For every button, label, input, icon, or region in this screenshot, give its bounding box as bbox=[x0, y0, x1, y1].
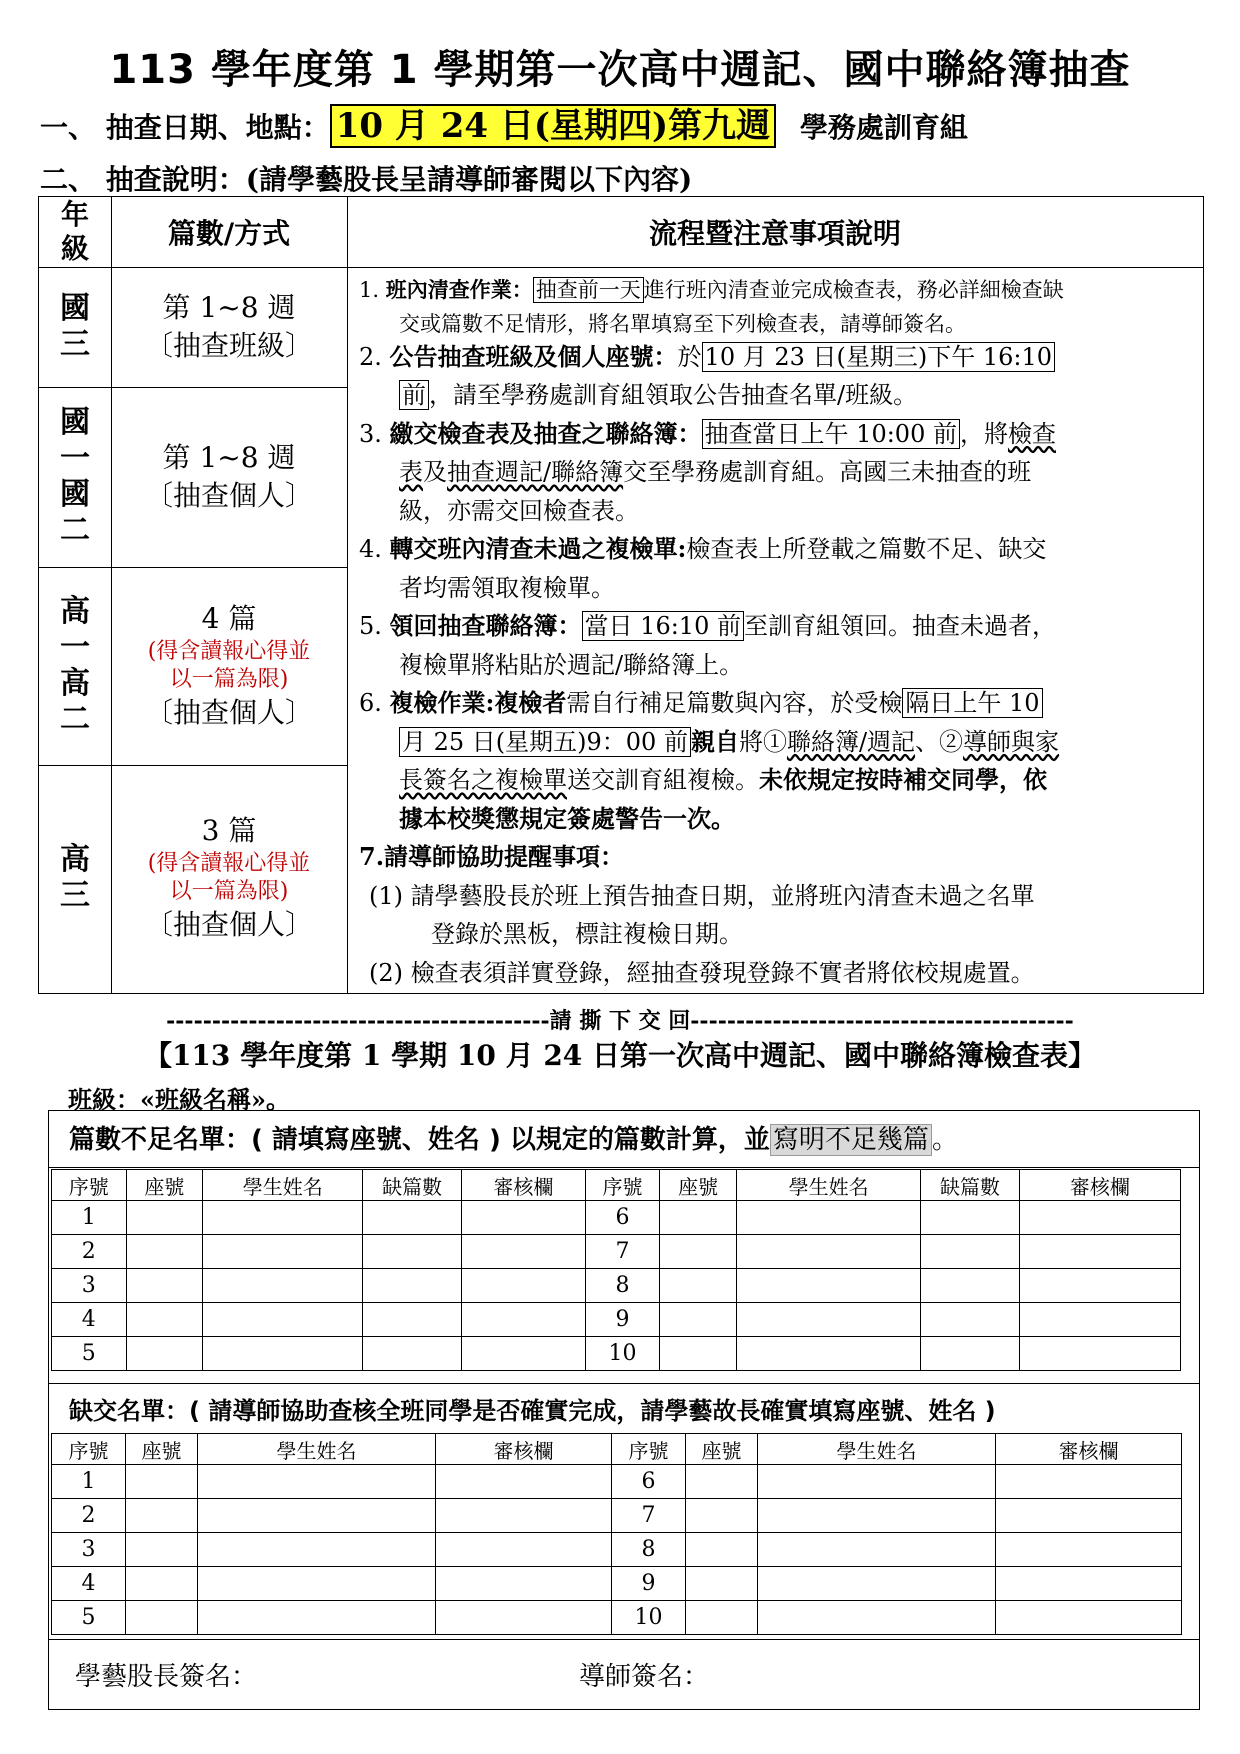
review-input[interactable] bbox=[1019, 1201, 1180, 1235]
review-input[interactable] bbox=[436, 1499, 612, 1533]
teacher-signature-field[interactable]: 導師簽名： bbox=[579, 1662, 710, 1692]
review-input[interactable] bbox=[461, 1201, 585, 1235]
review-input[interactable] bbox=[436, 1465, 612, 1499]
name-input[interactable] bbox=[198, 1601, 436, 1635]
name-input[interactable] bbox=[737, 1303, 921, 1337]
seat-input[interactable] bbox=[126, 1533, 198, 1567]
checklist-form bbox=[48, 1110, 1200, 1710]
review-input[interactable] bbox=[461, 1337, 585, 1371]
count-input[interactable] bbox=[921, 1201, 1020, 1235]
name-input[interactable] bbox=[758, 1533, 996, 1567]
review-input[interactable] bbox=[1019, 1235, 1180, 1269]
form-title: 【113 學年度第 1 學期 10 月 24 日第一次高中週記、國中聯絡簿檢查表】 bbox=[143, 1039, 1097, 1072]
section1-place: 學務處訓育組 bbox=[799, 111, 968, 144]
insufficient-highlight: 寫明不足幾篇 bbox=[770, 1124, 932, 1156]
name-input[interactable] bbox=[198, 1567, 436, 1601]
tear-off-line: ------------------------------------------請 撕 下 交 回------------------------------------------ bbox=[166, 1008, 1074, 1034]
method-junior-1-2: 第 1~8 週 〔抽查個人〕 bbox=[144, 441, 313, 512]
review-input[interactable] bbox=[461, 1303, 585, 1337]
table-row: 3 8 bbox=[52, 1269, 1181, 1303]
table-row: 4 9 bbox=[52, 1303, 1181, 1337]
review-input[interactable] bbox=[996, 1567, 1182, 1601]
name-input[interactable] bbox=[758, 1601, 996, 1635]
method-senior-3: 3 篇 (得含讀報心得並 以一篇為限) 〔抽查個人〕 bbox=[144, 814, 313, 941]
method-junior-3: 第 1~8 週 〔抽查班級〕 bbox=[144, 291, 313, 362]
page-title: 113 學年度第 1 學期第一次高中週記、國中聯絡簿抽查 bbox=[109, 47, 1131, 93]
review-input[interactable] bbox=[996, 1533, 1182, 1567]
section-description: 二、 抽查說明：(請學藝股長呈請導師審閱以下內容) bbox=[40, 163, 693, 196]
review-input[interactable] bbox=[436, 1533, 612, 1567]
grade-senior-3: 高 三 bbox=[60, 842, 90, 913]
review-input[interactable] bbox=[996, 1499, 1182, 1533]
date-highlight: 10 月 24 日(星期四)第九週 bbox=[330, 104, 776, 148]
name-input[interactable] bbox=[758, 1567, 996, 1601]
student-signature-field[interactable]: 學藝股長簽名： bbox=[75, 1662, 258, 1692]
count-input[interactable] bbox=[921, 1337, 1020, 1371]
seat-input[interactable] bbox=[126, 1567, 198, 1601]
seat-input[interactable] bbox=[660, 1337, 737, 1371]
name-input[interactable] bbox=[737, 1337, 921, 1371]
count-input[interactable] bbox=[363, 1235, 462, 1269]
seat-input[interactable] bbox=[686, 1465, 758, 1499]
header-method: 篇數/方式 bbox=[167, 217, 291, 250]
count-input[interactable] bbox=[363, 1269, 462, 1303]
count-input[interactable] bbox=[363, 1337, 462, 1371]
name-input[interactable] bbox=[758, 1499, 996, 1533]
grade-senior-1-2: 高 一 高 二 bbox=[60, 594, 90, 737]
name-input[interactable] bbox=[737, 1269, 921, 1303]
seat-input[interactable] bbox=[126, 1337, 203, 1371]
name-input[interactable] bbox=[203, 1337, 363, 1371]
process-notes: 1. 班內清查作業： 抽查前一天 進行班內清查並完成檢查表，務必詳細檢查缺 交或篇數不足情形，將名單填寫至下列檢查表，請導師簽名。 2. 公告抽查班級及個人座號：於 10 月 23 日(星期三)下午 16:10 前 ，請至學務處訓育組領取公告抽查名單/班級。 3. 繳交檢查表及抽查之聯絡簿： 抽查當日上午 10:00 前 ，將檢查 表及抽查週記/聯絡簿交至學務處訓育組。高國三未抽查的班 級，亦需交回檢查表。 4. 轉交班內清查未過之複檢單:檢查表上所登載之篇數不足、缺交 者均需領取複檢單。 5. 領回抽查聯絡簿： 當日 16:10 前 至訓育組領回。抽查未過者， 複檢單將粘貼於週記/聯絡簿上。 6. 複檢作業:複檢者需自行補足篇數與內容，於受檢 隔日上午 10 月 25 日(星期五)9：00 前 親自將①聯絡簿/週記、②導師與家 長簽名之複檢單送交訓育組複檢。未依規定按時補交同學，依 據本校獎懲規定簽處警告一次。 7.請導師協助提醒事項： (1) 請學藝股長於班上預告抽查日期，並將班內清查未過之名單 登錄於黑板，標註複檢日期。 (2) 檢查表須詳實登錄，經抽查發現登錄不實者將依校規處置。 bbox=[359, 277, 1064, 987]
table-row: 1 6 bbox=[52, 1201, 1181, 1235]
section-date-place bbox=[40, 98, 968, 147]
count-input[interactable] bbox=[363, 1201, 462, 1235]
review-input[interactable] bbox=[996, 1465, 1182, 1499]
seat-input[interactable] bbox=[686, 1533, 758, 1567]
review-input[interactable] bbox=[436, 1567, 612, 1601]
insufficient-table bbox=[51, 1169, 1181, 1371]
table-row: 1 6 bbox=[52, 1465, 1182, 1499]
seat-input[interactable] bbox=[660, 1269, 737, 1303]
review-input[interactable] bbox=[1019, 1269, 1180, 1303]
name-input[interactable] bbox=[758, 1465, 996, 1499]
insufficient-header-row: 序號 座號 學生姓名 缺篇數 審核欄 序號 座號 學生姓名 缺篇數 審核欄 bbox=[52, 1170, 1181, 1201]
review-input[interactable] bbox=[1019, 1303, 1180, 1337]
grade-junior-3: 國 三 bbox=[60, 291, 90, 362]
name-input[interactable] bbox=[198, 1499, 436, 1533]
missing-table bbox=[51, 1433, 1182, 1635]
seat-input[interactable] bbox=[126, 1303, 203, 1337]
header-grade: 年級 bbox=[61, 198, 90, 265]
insufficient-list-heading: 篇數不足名單：( 請填寫座號、姓名 ) 以規定的篇數計算，並 寫明不足幾篇 。 bbox=[69, 1125, 958, 1155]
count-input[interactable] bbox=[921, 1269, 1020, 1303]
header-process: 流程暨注意事項說明 bbox=[648, 217, 901, 250]
seat-input[interactable] bbox=[660, 1201, 737, 1235]
table-row: 5 10 bbox=[52, 1337, 1181, 1371]
missing-header-row: 序號 座號 學生姓名 審核欄 序號 座號 學生姓名 審核欄 bbox=[52, 1434, 1182, 1465]
missing-list-heading: 缺交名單：( 請導師協助查核全班同學是否確實完成，請學藝故長確實填寫座號、姓名 ) bbox=[69, 1397, 996, 1425]
seat-input[interactable] bbox=[686, 1567, 758, 1601]
seat-input[interactable] bbox=[126, 1201, 203, 1235]
name-input[interactable] bbox=[203, 1235, 363, 1269]
seat-input[interactable] bbox=[126, 1235, 203, 1269]
review-input[interactable] bbox=[461, 1235, 585, 1269]
seat-input[interactable] bbox=[686, 1601, 758, 1635]
name-input[interactable] bbox=[203, 1269, 363, 1303]
section1-label: 一、 抽查日期、地點： bbox=[40, 111, 330, 144]
table-row: 5 10 bbox=[52, 1601, 1182, 1635]
name-input[interactable] bbox=[737, 1235, 921, 1269]
table-row: 2 7 bbox=[52, 1235, 1181, 1269]
inspection-table bbox=[38, 196, 1204, 994]
table-row: 3 8 bbox=[52, 1533, 1182, 1567]
review-input[interactable] bbox=[1019, 1337, 1180, 1371]
count-input[interactable] bbox=[921, 1303, 1020, 1337]
grade-junior-1-2: 國 一 國 二 bbox=[60, 405, 90, 548]
seat-input[interactable] bbox=[126, 1269, 203, 1303]
method-senior-1-2: 4 篇 (得含讀報心得並 以一篇為限) 〔抽查個人〕 bbox=[144, 602, 313, 729]
name-input[interactable] bbox=[203, 1303, 363, 1337]
seat-input[interactable] bbox=[686, 1499, 758, 1533]
review-input[interactable] bbox=[461, 1269, 585, 1303]
seat-input[interactable] bbox=[660, 1235, 737, 1269]
seat-input[interactable] bbox=[126, 1465, 198, 1499]
name-input[interactable] bbox=[737, 1201, 921, 1235]
review-input[interactable] bbox=[996, 1601, 1182, 1635]
count-input[interactable] bbox=[363, 1303, 462, 1337]
name-input[interactable] bbox=[203, 1201, 363, 1235]
seat-input[interactable] bbox=[126, 1499, 198, 1533]
count-input[interactable] bbox=[921, 1235, 1020, 1269]
name-input[interactable] bbox=[198, 1533, 436, 1567]
seat-input[interactable] bbox=[660, 1303, 737, 1337]
table-row: 4 9 bbox=[52, 1567, 1182, 1601]
table-row: 2 7 bbox=[52, 1499, 1182, 1533]
seat-input[interactable] bbox=[126, 1601, 198, 1635]
name-input[interactable] bbox=[198, 1465, 436, 1499]
class-name-label: 班級：«班級名稱»。 bbox=[68, 1085, 290, 1114]
review-input[interactable] bbox=[436, 1601, 612, 1635]
